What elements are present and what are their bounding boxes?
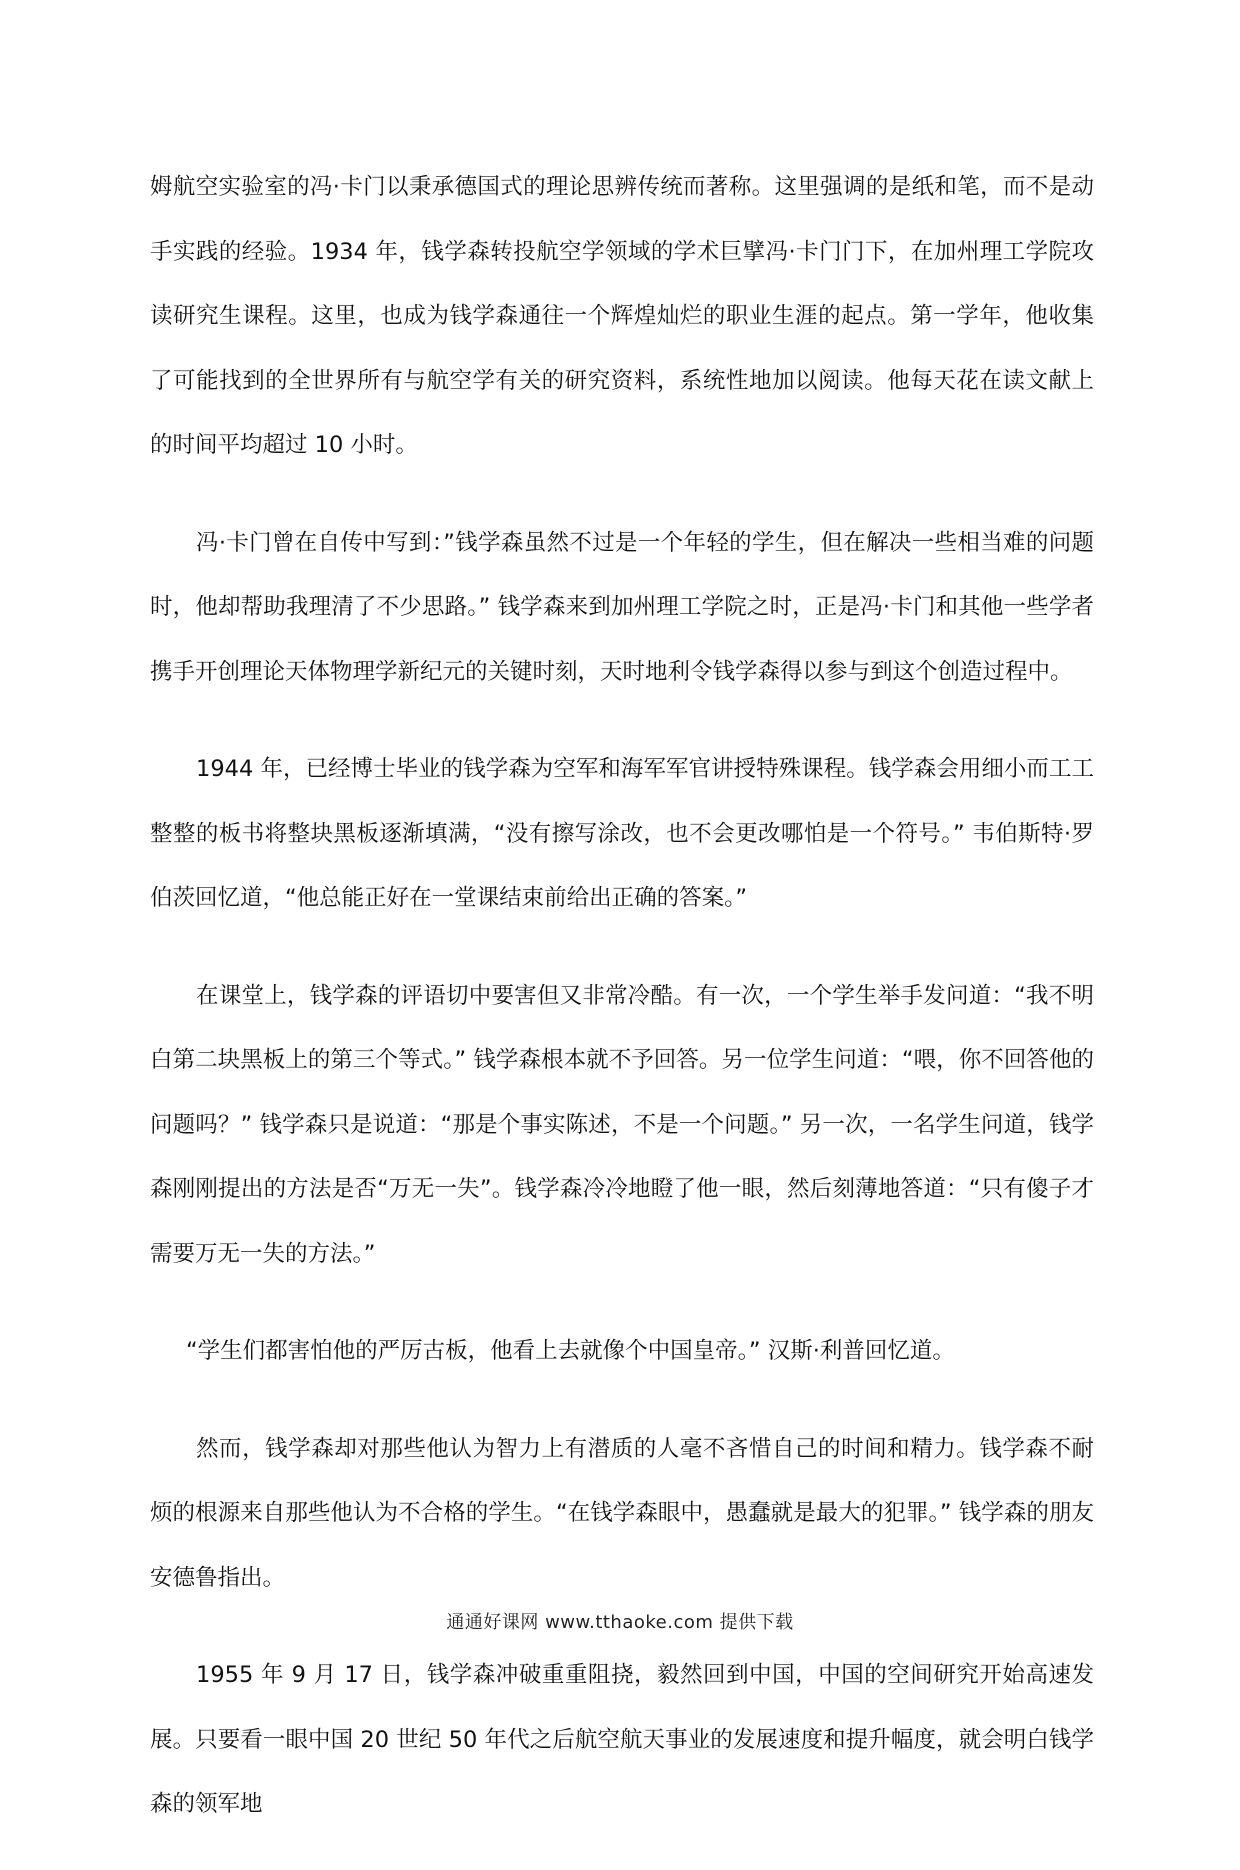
paragraph-2: 冯·卡门曾在自传中写到：”钱学森虽然不过是一个年轻的学生，但在解决一些相当难的问题时，他却帮助我理清了不少思路。” 钱学森来到加州理工学院之时，正是冯·卡门和其他一些学者携手开创理论天体物理学新纪元的关键时刻，天时地利令钱学森得以参与到这个创造过程中。 [150, 529, 1094, 685]
paragraph-1: 姆航空实验室的冯·卡门以秉承德国式的理论思辨传统而著称。这里强调的是纸和笔，而不是动手实践的经验。1934 年，钱学森转投航空学领域的学术巨擘冯·卡门门下，在加州理工学院攻读研究生课程。这里，也成为钱学森通往一个辉煌灿烂的职业生涯的起点。第一学年，他收集了可能找到的全世界所有与航空学有关的研究资料，系统性地加以阅读。他每天花在读文献上的时间平均超过 10 小时。 [150, 174, 1094, 458]
paragraph-6: 然而，钱学森却对那些他认为智力上有潜质的人毫不吝惜自己的时间和精力。钱学森不耐烦的根源来自那些他认为不合格的学生。“在钱学森眼中，愚蠢就是最大的犯罪。” 钱学森的朋友安德鲁指出。 [150, 1435, 1094, 1591]
paragraph-3: 1944 年，已经博士毕业的钱学森为空军和海军军官讲授特殊课程。钱学森会用细小而工工整整的板书将整块黑板逐渐填满，“没有擦写涂改，也不会更改哪怕是一个符号。” 韦伯斯特·罗伯茨回忆道，“他总能正好在一堂课结束前给出正确的答案。” [150, 756, 1094, 911]
page-footer: 通通好课网 www.tthaoke.com 提供下载 [446, 1612, 794, 1633]
paragraph-7: 1955 年 9 月 17 日，钱学森冲破重重阻挠，毅然回到中国，中国的空间研究开始高速发展。只要看一眼中国 20 世纪 50 年代之后航空航天事业的发展速度和提升幅度，就会明白钱学森的领军地 [150, 1662, 1094, 1817]
paragraph-5: “学生们都害怕他的严厉古板，他看上去就像个中国皇帝。” 汉斯·利普回忆道。 [186, 1338, 955, 1364]
paragraph-4: 在课堂上，钱学森的评语切中要害但又非常冷酷。有一次，一个学生举手发问道：“我不明白第二块黑板上的第三个等式。” 钱学森根本就不予回答。另一位学生问道：“喂，你不回答他的问题吗？” 钱学森只是说道：“那是个事实陈述，不是一个问题。” 另一次，一名学生问道，钱学森刚刚提出的方法是否“万无一失”。钱学森冷冷地瞪了他一眼，然后刻薄地答道：“只有傻子才需要万无一失的方法。” [150, 982, 1094, 1267]
